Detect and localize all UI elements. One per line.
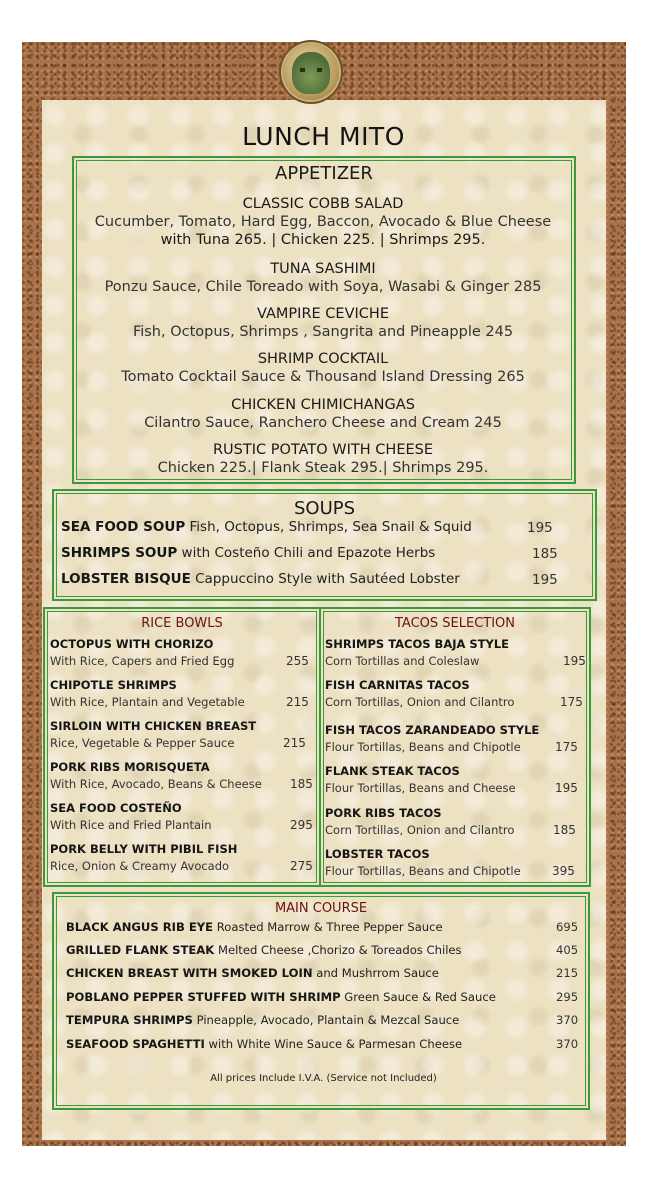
main-course-item [66,990,496,1004]
main-course-item [66,1037,462,1051]
rice-bowl-price: 255 [286,654,309,668]
dish-description: Chicken 225.| Flank Steak 295.| Shrimps 295. [157,460,489,476]
dish-name: CHICKEN BREAST WITH SMOKED LOIN [66,966,313,980]
main-course-item [66,943,462,957]
dish-description: Flour Tortillas, Beans and Cheese [325,781,516,795]
dish-description: Corn Tortillas, Onion and Cilantro [325,823,515,837]
dish-description: with White Wine Sauce & Parmesan Cheese [204,1037,463,1051]
dish-name: GRILLED FLANK STEAK [66,943,215,957]
main-course-price: 405 [556,943,579,957]
dish-description: Corn Tortillas, Onion and Cilantro [325,695,515,709]
rice-bowls-heading: RICE BOWLS [141,616,223,631]
dish-name: FISH CARNITAS TACOS [325,678,470,692]
dish-name: POBLANO PEPPER STUFFED WITH SHRIMP [66,990,341,1004]
dish-name: VAMPIRE CEVICHE [257,306,389,322]
dish-description: Rice, Onion & Creamy Avocado [50,859,230,873]
dish-name: SHRIMP COCKTAIL [257,351,389,367]
appetizer-item [74,350,572,386]
rice-bowl-item [50,841,237,875]
main-course-price: 370 [556,1013,579,1027]
dish-description: Pineapple, Avocado, Plantain & Mezcal Sauce [192,1013,460,1027]
main-course-item [66,966,439,980]
taco-price: 195 [555,781,578,795]
taco-price: 195 [563,654,586,668]
appetizer-item [74,305,572,341]
dish-description: Fish, Octopus, Shrimps , Sangrita and Pineapple 245 [132,324,514,340]
rice-bowl-item [50,759,262,793]
soup-item [61,519,472,535]
dish-name: CHIPOTLE SHRIMPS [50,678,177,692]
dish-description: Ponzu Sauce, Chile Toreado with Soya, Wasabi & Ginger 285 [104,279,542,295]
dish-options: with Tuna 265. | Chicken 225. | Shrimps 295. [160,232,486,248]
dish-description: Roasted Marrow & Three Pepper Sauce [213,920,443,934]
main-course-price: 695 [556,920,579,934]
dish-name: LOBSTER BISQUE [61,571,191,587]
rice-bowl-item [50,677,245,711]
dish-description: with Costeño Chili and Epazote Herbs [177,545,436,561]
dish-name: PORK RIBS MORISQUETA [50,760,210,774]
dish-description: With Rice, Plantain and Vegetable [50,695,245,709]
taco-price: 175 [555,740,578,754]
taco-item [325,763,516,797]
dish-description: Cilantro Sauce, Ranchero Cheese and Cream 245 [144,415,502,431]
soup-price: 195 [527,520,553,536]
taco-item [325,722,539,756]
dish-description: Flour Tortillas, Beans and Chipotle [325,864,521,878]
main-course-price: 370 [556,1037,579,1051]
dish-name: RUSTIC POTATO WITH CHEESE [212,442,434,458]
rice-bowl-price: 185 [290,777,313,791]
appetizer-item [74,396,572,432]
dish-description: With Rice, Avocado, Beans & Cheese [50,777,262,791]
main-course-item [66,1013,459,1027]
dish-name: SHRIMPS TACOS BAJA STYLE [325,637,510,651]
dish-description: and Mushrrom Sauce [312,966,439,980]
taco-item [325,846,521,880]
price-note: All prices Include I.V.A. (Service not Included) [210,1073,437,1084]
soups-heading: SOUPS [293,498,356,519]
dish-description: Green Sauce & Red Sauce [340,990,496,1004]
taco-item [325,636,509,670]
dish-name: SIRLOIN WITH CHICKEN BREAST [50,719,257,733]
dish-name: CHICKEN CHIMICHANGAS [231,397,415,413]
dish-description: Corn Tortillas and Coleslaw [325,654,480,668]
appetizer-item [74,441,572,477]
main-course-price: 215 [556,966,579,980]
dish-name: SEA FOOD COSTEÑO [50,801,182,815]
taco-item [325,805,514,839]
dish-description: Rice, Vegetable & Pepper Sauce [50,736,235,750]
dish-name: CLASSIC COBB SALAD [242,196,404,212]
dish-name: PORK BELLY WITH PIBIL FISH [50,842,238,856]
dish-description: With Rice, Capers and Fried Egg [50,654,235,668]
appetizer-item [74,260,572,296]
dish-name: SHRIMPS SOUP [61,545,178,561]
soup-item [61,571,460,587]
soup-price: 185 [532,546,558,562]
dish-name: BLACK ANGUS RIB EYE [66,920,214,934]
dish-description: With Rice and Fried Plantain [50,818,212,832]
main-course-price: 295 [556,990,579,1004]
rice-bowl-item [50,800,212,834]
dish-description: Cappuccino Style with Sautéed Lobster [190,571,460,587]
rice-bowl-price: 295 [290,818,313,832]
dish-name: PORK RIBS TACOS [325,806,442,820]
taco-price: 175 [560,695,583,709]
taco-item [325,677,514,711]
dish-name: FISH TACOS ZARANDEADO STYLE [325,723,540,737]
rice-bowl-item [50,718,256,752]
taco-price: 395 [552,864,575,878]
rice-bowl-item [50,636,234,670]
rice-bowl-price: 275 [290,859,313,873]
rice-bowl-price: 215 [283,736,306,750]
taco-price: 185 [553,823,576,837]
main-course-item [66,920,443,934]
tacos-heading: TACOS SELECTION [394,616,516,631]
rice-bowl-price: 215 [286,695,309,709]
green-man-logo-icon [283,44,339,100]
appetizer-heading: APPETIZER [275,163,373,184]
soup-item [61,545,435,561]
dish-name: FLANK STEAK TACOS [325,764,460,778]
dish-name: SEA FOOD SOUP [61,519,186,535]
soup-price: 195 [532,572,558,588]
dish-description: Melted Cheese ,Chorizo & Toreados Chiles [214,943,462,957]
dish-description: Fish, Octopus, Shrimps, Sea Snail & Squid [185,519,472,535]
dish-description: Cucumber, Tomato, Hard Egg, Baccon, Avocado & Blue Cheese [94,214,552,230]
dish-name: OCTOPUS WITH CHORIZO [50,637,214,651]
dish-name: TUNA SASHIMI [270,261,376,277]
appetizer-item [74,195,572,249]
dish-description: Flour Tortillas, Beans and Chipotle [325,740,521,754]
dish-name: SEAFOOD SPAGHETTI [66,1037,205,1051]
dish-name: TEMPURA SHRIMPS [66,1013,193,1027]
main-course-heading: MAIN COURSE [274,901,368,916]
menu-title: LUNCH MITO [242,122,405,151]
dish-name: LOBSTER TACOS [325,847,430,861]
dish-description: Tomato Cocktail Sauce & Thousand Island Dressing 265 [121,369,525,385]
